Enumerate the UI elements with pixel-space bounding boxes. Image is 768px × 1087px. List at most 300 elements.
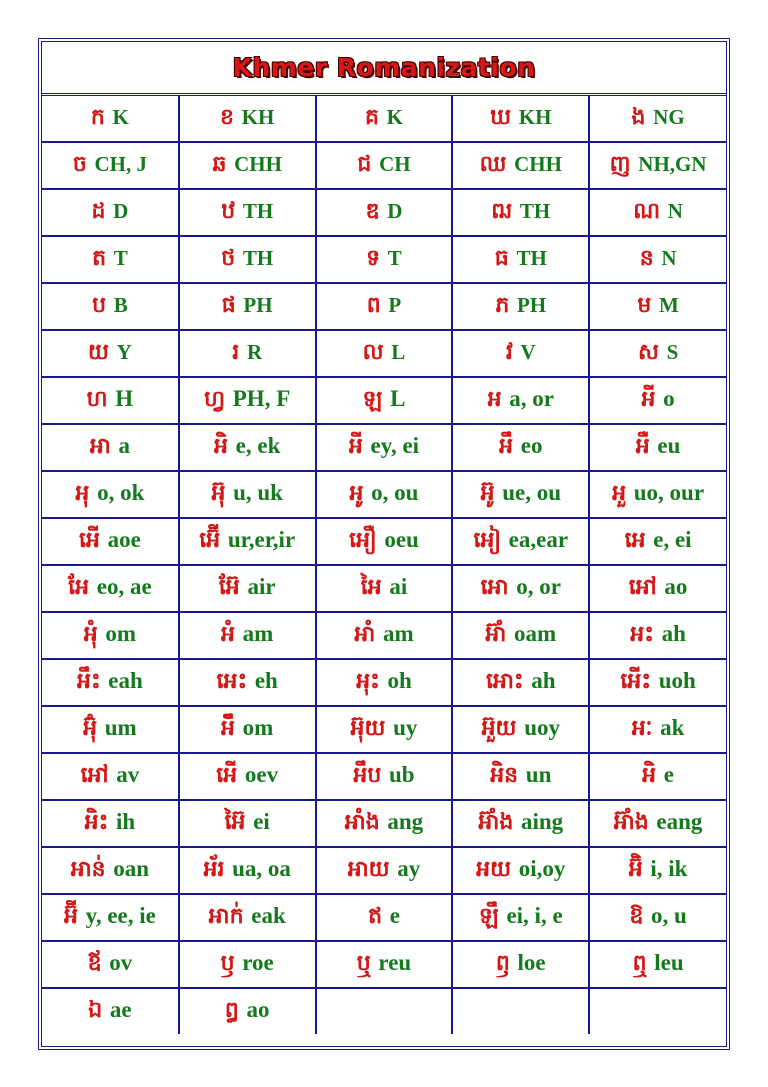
khmer-letter: អឹំ bbox=[221, 715, 235, 741]
table-row bbox=[42, 189, 726, 236]
khmer-letter: ត bbox=[92, 245, 107, 271]
khmer-letter: អ៊ួយ bbox=[481, 715, 517, 741]
table-cell bbox=[452, 847, 589, 894]
table-row bbox=[42, 753, 726, 800]
table-cell bbox=[316, 377, 453, 424]
table-cell bbox=[452, 236, 589, 283]
romanization-text: ah bbox=[661, 620, 686, 646]
romanization-text: K bbox=[112, 104, 129, 129]
khmer-letter: ដ bbox=[91, 198, 106, 224]
table-cell bbox=[452, 283, 589, 330]
table-cell bbox=[179, 471, 316, 518]
khmer-letter: ឈ bbox=[479, 151, 507, 177]
table-cell bbox=[589, 565, 726, 612]
table-row bbox=[42, 988, 726, 1034]
khmer-letter: ធ bbox=[494, 245, 509, 271]
table-row bbox=[42, 424, 726, 471]
khmer-letter: វ bbox=[505, 339, 513, 365]
title-row bbox=[42, 42, 726, 96]
khmer-letter: ផ bbox=[221, 292, 236, 318]
romanization-text: am bbox=[382, 620, 414, 646]
table-cell bbox=[316, 565, 453, 612]
romanization-table bbox=[42, 96, 726, 1034]
table-cell bbox=[589, 659, 726, 706]
table-cell bbox=[42, 377, 179, 424]
table-cell bbox=[452, 330, 589, 377]
table-cell bbox=[42, 706, 179, 753]
table-cell bbox=[316, 189, 453, 236]
romanization-text: ei, i, e bbox=[506, 902, 563, 928]
khmer-letter: អ៊ុ bbox=[211, 480, 226, 506]
romanization-text: M bbox=[659, 292, 679, 317]
romanization-text: KH bbox=[518, 104, 552, 129]
khmer-letter: អាក់ bbox=[208, 903, 244, 929]
romanization-text: L bbox=[391, 339, 406, 364]
khmer-letter: អ៊ាំង bbox=[613, 809, 649, 835]
khmer-letter: អោ bbox=[480, 574, 509, 600]
romanization-text: av bbox=[116, 761, 140, 787]
table-cell bbox=[316, 330, 453, 377]
table-cell bbox=[179, 236, 316, 283]
romanization-text: oh bbox=[387, 667, 412, 693]
romanization-text: TH bbox=[516, 245, 547, 270]
romanization-text: CH, J bbox=[94, 151, 147, 176]
khmer-letter: អៈ bbox=[631, 715, 653, 741]
romanization-text: D bbox=[113, 198, 129, 223]
romanization-text: ae bbox=[109, 996, 132, 1022]
khmer-letter: ហ bbox=[86, 386, 108, 412]
table-cell bbox=[42, 189, 179, 236]
romanization-text: ei bbox=[253, 808, 270, 834]
khmer-letter: ឍ bbox=[491, 198, 513, 224]
khmer-letter: អំ bbox=[221, 621, 235, 647]
khmer-letter: ឌ bbox=[365, 198, 380, 224]
romanization-text: loe bbox=[517, 949, 546, 975]
khmer-letter: អ៊ូ bbox=[480, 480, 495, 506]
table-cell bbox=[316, 894, 453, 941]
khmer-letter: អាយ bbox=[347, 856, 390, 882]
romanization-text: CHH bbox=[234, 151, 282, 176]
khmer-letter: ថ bbox=[221, 245, 236, 271]
romanization-text: oan bbox=[113, 855, 150, 881]
romanization-text: eah bbox=[108, 667, 143, 693]
romanization-text: o, or bbox=[516, 573, 561, 599]
table-cell bbox=[589, 894, 726, 941]
table-cell bbox=[179, 941, 316, 988]
khmer-letter: អៅ bbox=[628, 574, 657, 600]
romanization-text: ak bbox=[660, 714, 685, 740]
khmer-letter: ណ bbox=[633, 198, 661, 224]
romanization-text: S bbox=[666, 339, 679, 364]
table-cell bbox=[589, 941, 726, 988]
romanization-text: e bbox=[663, 761, 675, 787]
khmer-letter: អ៊ាំង bbox=[478, 809, 514, 835]
romanization-text: B bbox=[113, 292, 128, 317]
table-cell bbox=[316, 612, 453, 659]
table-cell bbox=[42, 424, 179, 471]
table-cell bbox=[589, 988, 726, 1034]
table-cell bbox=[316, 847, 453, 894]
khmer-letter: អ៊ៃ bbox=[224, 809, 246, 835]
romanization-text: uoy bbox=[524, 714, 560, 740]
table-cell bbox=[316, 236, 453, 283]
khmer-letter: អេះ bbox=[216, 668, 248, 694]
romanization-sheet bbox=[38, 38, 730, 1050]
table-row bbox=[42, 800, 726, 847]
romanization-text: T bbox=[113, 245, 128, 270]
romanization-text: R bbox=[246, 339, 263, 364]
khmer-letter: ព bbox=[366, 292, 381, 318]
romanization-text: eang bbox=[656, 808, 703, 834]
table-cell bbox=[452, 565, 589, 612]
khmer-letter: អយ bbox=[476, 856, 512, 882]
table-row bbox=[42, 659, 726, 706]
table-cell bbox=[452, 471, 589, 518]
table-cell bbox=[589, 706, 726, 753]
table-cell bbox=[589, 236, 726, 283]
table-cell bbox=[179, 706, 316, 753]
table-row bbox=[42, 847, 726, 894]
khmer-letter: ឡឹ bbox=[478, 903, 499, 929]
romanization-text: ay bbox=[397, 855, 421, 881]
romanization-text: am bbox=[242, 620, 274, 646]
romanization-text: e bbox=[389, 902, 400, 928]
table-cell bbox=[452, 800, 589, 847]
khmer-letter: ឬ bbox=[356, 950, 371, 976]
romanization-text: ao bbox=[664, 573, 688, 599]
romanization-text: eo, ae bbox=[96, 573, 152, 599]
romanization-text: ea,ear bbox=[508, 526, 569, 552]
romanization-text: oam bbox=[514, 620, 557, 646]
table-cell bbox=[589, 189, 726, 236]
table-cell bbox=[452, 659, 589, 706]
romanization-text: uy bbox=[393, 714, 418, 740]
table-cell bbox=[452, 988, 589, 1034]
khmer-letter: អេ bbox=[624, 527, 646, 553]
romanization-text: ur,er,ir bbox=[227, 526, 296, 552]
table-row bbox=[42, 518, 726, 565]
romanization-text: PH, F bbox=[232, 385, 291, 411]
khmer-letter: ជ bbox=[357, 151, 372, 177]
khmer-letter: ហ្វ bbox=[204, 386, 226, 412]
khmer-letter: អឹ bbox=[499, 433, 514, 459]
table-cell bbox=[179, 330, 316, 377]
romanization-text: NH,GN bbox=[638, 151, 707, 176]
table-cell bbox=[589, 330, 726, 377]
romanization-text: aoe bbox=[107, 526, 141, 552]
khmer-letter: អួ bbox=[612, 480, 627, 506]
khmer-letter: ឪ bbox=[87, 950, 102, 976]
table-cell bbox=[179, 894, 316, 941]
table-row bbox=[42, 330, 726, 377]
table-row bbox=[42, 96, 726, 142]
khmer-letter: ឮ bbox=[632, 950, 647, 976]
khmer-letter: អ៊ាំ bbox=[485, 621, 507, 647]
table-cell bbox=[452, 189, 589, 236]
table-cell bbox=[42, 988, 179, 1034]
khmer-letter: ម bbox=[637, 292, 652, 318]
romanization-text: leu bbox=[654, 949, 684, 975]
romanization-text: e, ek bbox=[235, 432, 281, 458]
khmer-letter: ភ bbox=[495, 292, 510, 318]
romanization-text: H bbox=[115, 385, 134, 411]
khmer-letter: ឋ bbox=[221, 198, 236, 224]
table-cell bbox=[42, 847, 179, 894]
khmer-letter: អឺ bbox=[635, 433, 650, 459]
table-cell bbox=[589, 471, 726, 518]
khmer-letter: អឹប bbox=[353, 762, 382, 788]
khmer-letter: អិន bbox=[490, 762, 519, 788]
table-cell bbox=[452, 941, 589, 988]
khmer-letter: អ៊ិ bbox=[628, 856, 643, 882]
table-cell bbox=[589, 847, 726, 894]
page-title: Khmer Romanization bbox=[232, 53, 536, 82]
romanization-text: eak bbox=[251, 902, 286, 928]
romanization-text: eu bbox=[657, 432, 681, 458]
romanization-text: KH bbox=[241, 104, 275, 129]
table-cell bbox=[42, 894, 179, 941]
khmer-letter: ឥ bbox=[368, 903, 383, 929]
table-cell bbox=[179, 142, 316, 189]
khmer-letter: អែ bbox=[68, 574, 90, 600]
khmer-letter: អៀ bbox=[473, 527, 501, 553]
table-cell bbox=[179, 189, 316, 236]
romanization-text: TH bbox=[242, 245, 274, 270]
table-row bbox=[42, 941, 726, 988]
table-row bbox=[42, 706, 726, 753]
romanization-text: o, ou bbox=[371, 479, 419, 505]
table-cell bbox=[589, 96, 726, 142]
khmer-letter: អោះ bbox=[486, 668, 524, 694]
table-cell bbox=[316, 518, 453, 565]
table-row bbox=[42, 377, 726, 424]
romanization-text: Y bbox=[116, 339, 132, 364]
romanization-text: aing bbox=[520, 808, 564, 834]
table-cell bbox=[179, 753, 316, 800]
khmer-letter: អឿ bbox=[349, 527, 377, 553]
table-row bbox=[42, 283, 726, 330]
romanization-text: N bbox=[667, 198, 683, 223]
table-row bbox=[42, 236, 726, 283]
romanization-text: CH bbox=[379, 151, 411, 176]
table-cell bbox=[316, 941, 453, 988]
table-cell bbox=[316, 800, 453, 847]
romanization-text: o bbox=[663, 385, 675, 411]
romanization-text: e, ei bbox=[653, 526, 692, 552]
romanization-text: T bbox=[387, 245, 402, 270]
romanization-text: ub bbox=[389, 761, 415, 787]
romanization-text: uoh bbox=[658, 667, 696, 693]
khmer-letter: ន bbox=[639, 245, 654, 271]
khmer-letter: ខ bbox=[220, 104, 234, 130]
khmer-letter: អះ bbox=[630, 621, 654, 647]
khmer-letter: អ៊ុយ bbox=[350, 715, 386, 741]
table-row bbox=[42, 565, 726, 612]
table-cell bbox=[179, 96, 316, 142]
romanization-text: K bbox=[386, 104, 403, 129]
table-cell bbox=[589, 753, 726, 800]
table-row bbox=[42, 894, 726, 941]
romanization-text: um bbox=[104, 714, 137, 740]
table-cell bbox=[42, 330, 179, 377]
khmer-letter: ញ bbox=[609, 151, 631, 177]
romanization-text: V bbox=[520, 339, 536, 364]
romanization-text: oeu bbox=[384, 526, 419, 552]
khmer-letter: អុះ bbox=[356, 668, 380, 694]
table-cell bbox=[179, 612, 316, 659]
romanization-text: o, ok bbox=[97, 479, 145, 505]
table-cell bbox=[589, 424, 726, 471]
khmer-letter: រ bbox=[232, 339, 240, 365]
khmer-letter: អូ bbox=[349, 480, 364, 506]
khmer-letter: អ៊ែ bbox=[218, 574, 240, 600]
khmer-letter: ឭ bbox=[495, 950, 510, 976]
khmer-letter: ក bbox=[90, 104, 105, 130]
table-cell bbox=[42, 753, 179, 800]
romanization-text: oev bbox=[244, 761, 279, 787]
romanization-text: y, ee, ie bbox=[85, 902, 156, 928]
khmer-letter: អាំ bbox=[354, 621, 376, 647]
romanization-text: ih bbox=[115, 808, 136, 834]
romanization-text: a, or bbox=[509, 385, 554, 411]
khmer-letter: អុំ bbox=[83, 621, 98, 647]
khmer-letter: អិ bbox=[642, 762, 657, 788]
table-cell bbox=[42, 236, 179, 283]
khmer-letter: ល bbox=[362, 339, 384, 365]
table-cell bbox=[452, 518, 589, 565]
khmer-letter: អី bbox=[348, 433, 363, 459]
khmer-letter: អៅ bbox=[80, 762, 109, 788]
table-cell bbox=[589, 142, 726, 189]
romanization-text: TH bbox=[519, 198, 551, 223]
table-cell bbox=[316, 96, 453, 142]
table-cell bbox=[42, 471, 179, 518]
khmer-letter: ឃ bbox=[490, 104, 512, 130]
table-cell bbox=[179, 565, 316, 612]
romanization-text: un bbox=[525, 761, 552, 787]
table-cell bbox=[316, 142, 453, 189]
khmer-letter: ទ bbox=[366, 245, 381, 271]
table-cell bbox=[42, 659, 179, 706]
table-cell bbox=[179, 424, 316, 471]
khmer-letter: ឫ bbox=[220, 950, 235, 976]
romanization-text: CHH bbox=[514, 151, 562, 176]
table-cell bbox=[452, 894, 589, 941]
table-cell bbox=[42, 800, 179, 847]
table-cell bbox=[316, 988, 453, 1034]
table-cell bbox=[452, 706, 589, 753]
khmer-letter: អើះ bbox=[620, 668, 652, 694]
khmer-letter: អា bbox=[89, 433, 111, 459]
table-cell bbox=[179, 847, 316, 894]
khmer-letter: ឡ bbox=[362, 386, 383, 412]
table-cell bbox=[42, 96, 179, 142]
table-cell bbox=[179, 659, 316, 706]
khmer-letter: ស bbox=[637, 339, 659, 365]
table-cell bbox=[589, 612, 726, 659]
khmer-letter: ង bbox=[631, 104, 646, 130]
khmer-letter: ឯ bbox=[88, 997, 103, 1023]
table-cell bbox=[316, 753, 453, 800]
khmer-letter: អៃ bbox=[360, 574, 382, 600]
romanization-text: ue, ou bbox=[502, 479, 561, 505]
khmer-letter: អី bbox=[641, 386, 656, 412]
romanization-text: PH bbox=[517, 292, 547, 317]
table-cell bbox=[316, 283, 453, 330]
table-cell bbox=[589, 377, 726, 424]
table-cell bbox=[316, 424, 453, 471]
romanization-text: a bbox=[118, 432, 130, 458]
table-cell bbox=[179, 988, 316, 1034]
table-cell bbox=[589, 518, 726, 565]
table-row bbox=[42, 142, 726, 189]
romanization-text: PH bbox=[243, 292, 273, 317]
romanization-text: ai bbox=[389, 573, 408, 599]
khmer-letter: ឆ bbox=[212, 151, 227, 177]
romanization-text: ao bbox=[246, 996, 270, 1022]
khmer-letter: អុ bbox=[75, 480, 90, 506]
khmer-letter: គ bbox=[365, 104, 379, 130]
table-row bbox=[42, 612, 726, 659]
romanization-text: u, uk bbox=[233, 479, 283, 505]
romanization-text: roe bbox=[242, 949, 274, 975]
khmer-letter: យ bbox=[88, 339, 109, 365]
table-cell bbox=[42, 142, 179, 189]
khmer-letter: អឹះ bbox=[76, 668, 101, 694]
table-cell bbox=[179, 800, 316, 847]
table-cell bbox=[42, 518, 179, 565]
romanization-text: P bbox=[388, 292, 402, 317]
romanization-text: ang bbox=[387, 808, 424, 834]
table-cell bbox=[316, 659, 453, 706]
khmer-letter: អើ bbox=[216, 762, 238, 788]
table-cell bbox=[452, 142, 589, 189]
table-cell bbox=[42, 612, 179, 659]
romanization-text: oi,oy bbox=[518, 855, 566, 881]
khmer-letter: អិះ bbox=[84, 809, 109, 835]
romanization-text: uo, our bbox=[633, 479, 705, 505]
table-cell bbox=[452, 612, 589, 659]
table-cell bbox=[316, 471, 453, 518]
table-cell bbox=[452, 753, 589, 800]
khmer-letter: ប bbox=[92, 292, 107, 318]
romanization-text: NG bbox=[653, 104, 685, 129]
romanization-text: air bbox=[247, 573, 276, 599]
romanization-text: ah bbox=[531, 667, 556, 693]
table-cell bbox=[452, 424, 589, 471]
romanization-text: o, u bbox=[651, 902, 687, 928]
khmer-letter: អ៊ុំ bbox=[83, 715, 98, 741]
romanization-text: ua, oa bbox=[232, 855, 291, 881]
table-cell bbox=[452, 96, 589, 142]
romanization-text: TH bbox=[242, 198, 274, 223]
table-cell bbox=[179, 518, 316, 565]
romanization-text: eo bbox=[520, 432, 543, 458]
table-cell bbox=[179, 377, 316, 424]
romanization-text: N bbox=[661, 245, 677, 270]
table-row bbox=[42, 471, 726, 518]
table-cell bbox=[42, 941, 179, 988]
romanization-text: eh bbox=[254, 667, 278, 693]
romanization-text: L bbox=[390, 385, 406, 411]
romanization-text: om bbox=[242, 714, 274, 740]
romanization-text: reu bbox=[378, 949, 412, 975]
romanization-text: ov bbox=[109, 949, 133, 975]
khmer-letter: អាន់ bbox=[70, 856, 106, 882]
khmer-letter: អាំង bbox=[344, 809, 380, 835]
romanization-text: om bbox=[105, 620, 137, 646]
table-cell bbox=[179, 283, 316, 330]
